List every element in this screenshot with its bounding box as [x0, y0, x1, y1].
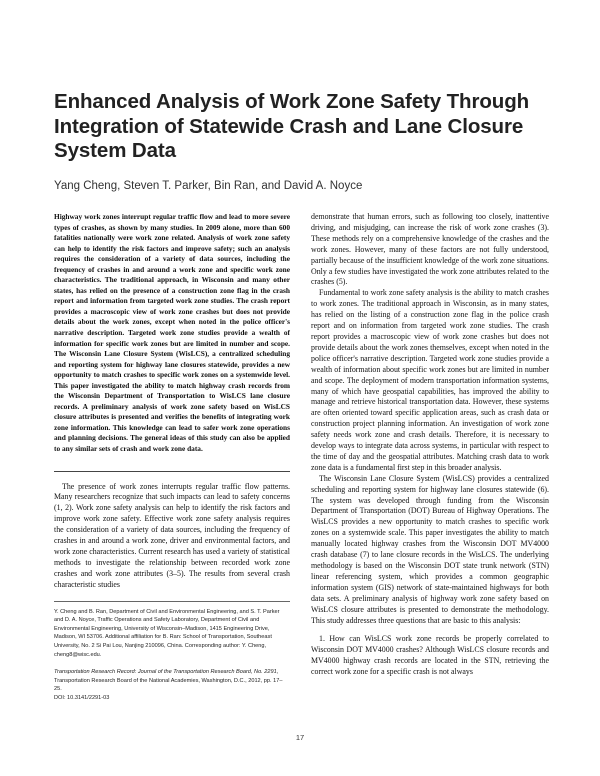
- abstract-divider: [54, 471, 290, 472]
- page-title: Enhanced Analysis of Work Zone Safety Through Integration of Statewide Crash and Lane Closure System Data: [54, 90, 530, 162]
- abstract: Highway work zones interrupt regular traffic flow and lead to more severe types of crashes, as shown by many studies. In 2009 alone, more than 600 fatalities nationally were work zone related. Analysis of work zone safety can help to identify the risk factors and improve safety; such an analysis requires the consideration of a variety of data sources, including the frequency of crashes in and around a work zone and specific work zone characteristics. The traditional approach, in Wisconsin and many other states, has relied on the presence of a construction zone flag in the crash report and information from targeted work zone studies. The crash report provides a macroscopic view of work zone crashes but does not provide details about the work zones, except when noted in the police officer's narrative description. Targeted work zone studies provide a wealth of information for specific work zones but are limited in number and scope. The Wisconsin Lane Closure System (WisLCS), a centralized scheduling and reporting system for highway lane closures statewide, provides a new opportunity to match crashes to specific work zones on a systemwide level. This paper investigated the ability to match highway crash records from the Wisconsin Department of Transportation to WisLCS lane closure records. A preliminary analysis of work zone safety based on WisLCS closure attributes is presented and verifies the benefits of integrating work zone information. This knowledge can lead to safer work zone operations and planning decisions. The general ideas of this study can also be applied to any similar sets of crash and work zone data.: [54, 212, 290, 454]
- citation-details: Transportation Research Board of the National Academies, Washington, D.C., 2012, pp. 17–25.: [54, 677, 283, 693]
- right-column: [311, 212, 549, 678]
- doi: DOI: 10.3141/2291-03: [54, 694, 110, 701]
- intro-paragraph: The presence of work zones interrupts regular traffic flow patterns. Many researchers recognize that such impacts can lead to safety concerns (1, 2). Work zone safety analysis can help to identify the risk factors and improve work zone safety. Effective work zone safety analysis requires the consideration of a variety of data sources, including the frequency of crashes in and around a work zone, driver and environmental factors, and work zone characteristics. Current research has used a variety of statistical methods to investigate the relationship between recorded work zone crashes and work zone attributes (3–5). The results from several crash characteristic studies: [54, 481, 290, 589]
- body-paragraph: demonstrate that human errors, such as following too closely, inattentive driving, and misjudging, can increase the risk of work zone crashes (3). These methods rely on a comprehensive knowledge of the crashes and the work zones. However, many of these factors are not fully understood, partially because of the insufficient knowledge of the work zone situations. Only a few studies have investigated the work zone attributes related to the crashes (5).: [311, 212, 549, 287]
- page-number: 17: [295, 733, 305, 742]
- author-list: Yang Cheng, Steven T. Parker, Bin Ran, and David A. Noyce: [54, 180, 363, 192]
- question-list-item: 1. How can WisLCS work zone records be properly correlated to Wisconsin DOT MV4000 crashes? Although WisLCS closure records and MV4000 highway crash records are located in the STN, retrieving the correct work zone for a specific crash is not always: [311, 634, 549, 677]
- left-column: [54, 212, 290, 703]
- footnote-divider: [54, 601, 290, 602]
- body-paragraph: Fundamental to work zone safety analysis is the ability to match crashes to work zones. The traditional approach in Wisconsin, as in many states, has relied on the listing of a construction zone flag in the police crash report and on information from targeted work zone studies. The crash report provides a macroscopic view of work zone crashes but does not provide details about the work zones themselves, except when noted in the police officer's narrative description. Targeted work zone studies provide a wealth of information about specific work zones but are limited in number and scope. The deployment of modern transportation information systems, many of which have geospatial capabilities, has improved the ability to manage and retrieve historical transportation data. However, these systems are often oriented toward specific application areas, such as crash data or construction project planning information. An investigation of work zone safety needs work zone and crash details. Therefore, it is necessary to develop ways to integrate data across systems, in particular with respect to the time of day and the geospatial attributes. Matching crash data to work zone data is a fundamental first step in this broader analysis.: [311, 288, 549, 472]
- journal-citation: [54, 668, 290, 702]
- journal-name: Transportation Research Record: Journal of the Transportation Research Board, No. 2291,: [54, 669, 279, 676]
- author-affiliations: Y. Cheng and B. Ran, Department of Civil and Environmental Engineering, and S. T. Parker and D. A. Noyce, Traffic Operations and Safety Laboratory, Department of Civil and Environmental Engineering, University of Wisconsin–Madison, 1415 Engineering Drive, Madison, WI 53706. Additional affiliation for B. Ran: School of Transportation, Southeast University, No. 2 Si Pai Lou, Nanjing 210096, China. Corresponding author: Y. Cheng, cheng8@wisc.edu.: [54, 608, 280, 658]
- body-paragraph: The Wisconsin Lane Closure System (WisLCS) provides a centralized scheduling and reporting system for highway lane closures statewide (6). The system was developed through funding from the Wisconsin Department of Transportation (DOT) Bureau of Highway Operations. The WisLCS provides a new opportunity to match crashes to specific work zones on a systemwide scale. This paper investigates the ability to match manually located highway crashes from the Wisconsin DOT MV4000 crash database (7) to lane closure records in the WisLCS. The underlying methodology is based on the Wisconsin DOT state trunk network (STN) linear referencing system, which provides a common geographic information system (GIS) network of state-maintained highways for both data sets. A preliminary analysis of highway work zone safety based on WisLCS closure attributes is presented to demonstrate the methodology. This study addresses three questions that are basic to this analysis:: [311, 473, 549, 625]
